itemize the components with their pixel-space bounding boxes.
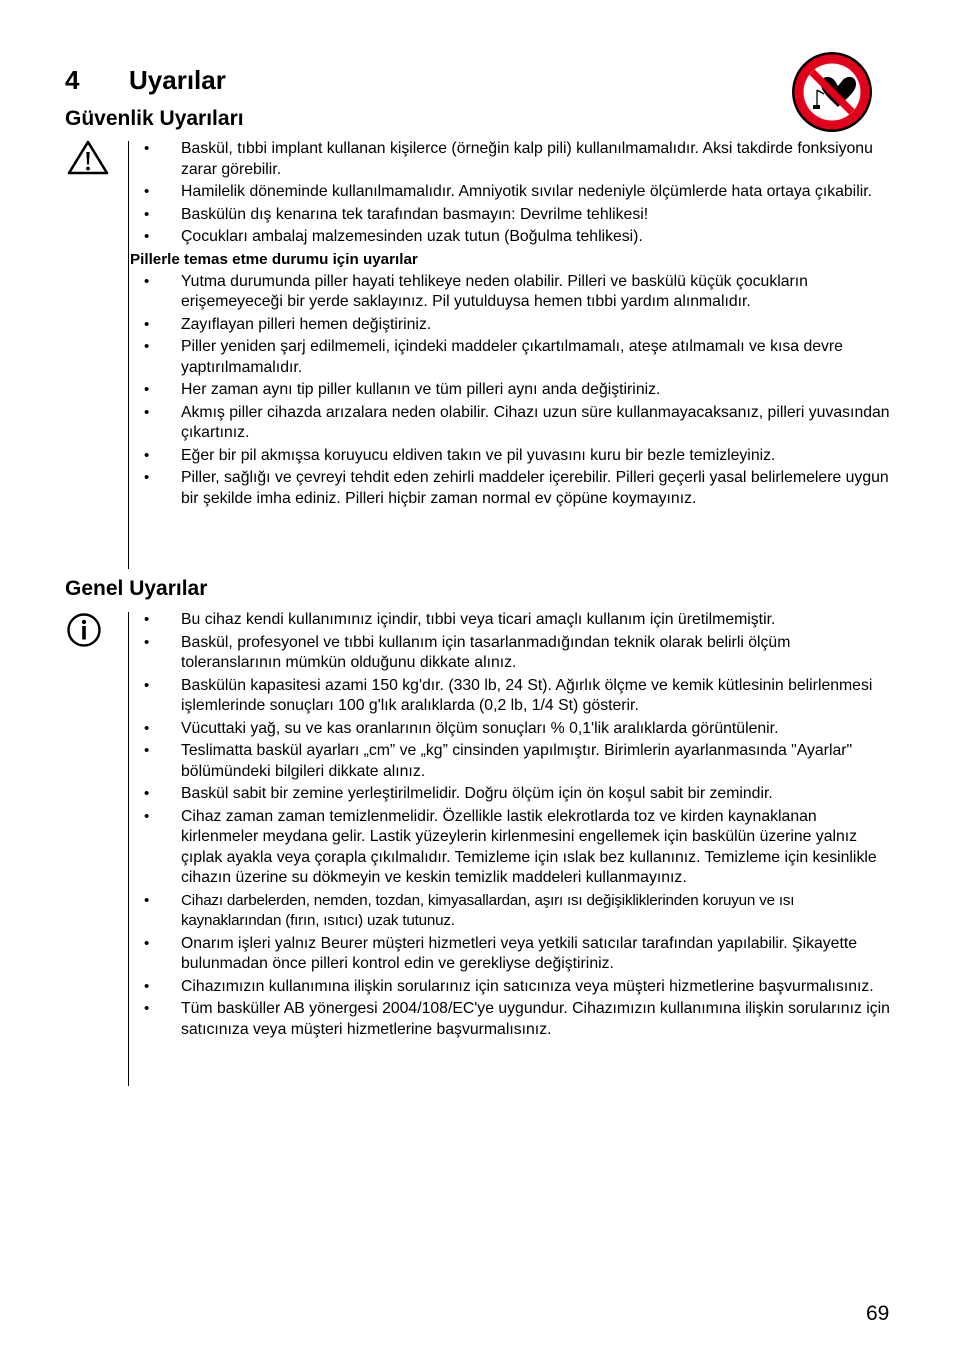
list-item: • Tüm basküller AB yönergesi 2004/108/EC'ye uygundur. Cihazımızın kullanımına ilişkin sorularınız için satıcınıza veya müşteri hizmetlerine başvurmalısınız. [130,999,890,1040]
general-margin-rule [128,612,129,1086]
list-item: • Bu cihaz kendi kullanımınız içindir, tıbbi veya ticari amaçlı kullanım için üretilmemiştir. [130,610,890,631]
section-heading [65,64,226,96]
general-section [130,610,890,1042]
battery-subheading: Pillerle temas etme durumu için uyarılar [130,250,418,268]
safety-heading: Güvenlik Uyarıları [65,107,244,130]
list-item: • Baskül sabit bir zemine yerleştirilmelidir. Doğru ölçüm için ön koşul sabit bir zemindir. [130,784,890,805]
safety-margin-rule [128,141,129,569]
no-pacemaker-icon [790,50,874,134]
warning-triangle-icon [66,139,110,177]
list-item: • Cihazımızın kullanımına ilişkin sorularınız için satıcınıza veya müşteri hizmetlerine başvurmalısınız. [130,977,890,998]
list-item: • Piller, sağlığı ve çevreyi tehdit eden zehirli maddeler içerebilir. Pilleri geçerli yasal belirlemelere uygun bir şekilde imha ediniz. Pilleri hiçbir zaman normal ev çöpüne koymayınız. [130,468,890,509]
list-item: • Çocukları ambalaj malzemesinden uzak tutun (Boğulma tehlikesi). [130,227,890,248]
list-item: • Akmış piller cihazda arızalara neden olabilir. Cihazı uzun süre kullanmayacaksanız, pilleri yuvasından çıkartınız. [130,403,890,444]
list-item: • Baskülün kapasitesi azami 150 kg'dır. (330 lb, 24 St). Ağırlık ölçme ve kemik kütlesinin belirlenmesi işlemlerinde sonuçları 100 g'lık aralıklarda (0,2 lb, 1/4 St) gösterir. [130,676,890,717]
list-item: • Teslimatta baskül ayarları „cm” ve „kg” cinsinden yapılmıştır. Birimlerin ayarlanmasında "Ayarlar" bölümündeki bilgileri dikkate alınız. [130,741,890,782]
section-number: 4 [65,65,80,95]
section-title: Uyarılar [129,65,226,95]
list-item: • Zayıflayan pilleri hemen değiştiriniz. [130,315,890,336]
list-item: • Cihazı darbelerden, nemden, tozdan, kimyasallardan, aşırı ısı değişikliklerinden koruyun ve ısı kaynaklarından (fırın, ısıtıcı) uzak tutunuz. [130,891,890,932]
list-item: • Cihaz zaman zaman temizlenmelidir. Özellikle lastik elekrotlarda toz ve kirden kaynaklanan kirlenmeler meydana gelir. Lastik yüzeylerin kirlenmesini engellemek için baskülün üzerine yalnız çıplak ayakla veya çorapla çıkılmalıdır. Temizleme için ıslak bez kullanınız. Temizleme için kesinlikle cihazın üzerine su dökmeyin ve keskin temizlik maddeleri kullanmayınız. [130,807,890,889]
safety-section [130,139,890,511]
battery-list [130,272,890,510]
info-icon [66,612,102,648]
list-item: • Baskül, tıbbi implant kullanan kişilerce (örneğin kalp pili) kullanılmamalıdır. Aksi takdirde fonksiyonu zarar görebilir. [130,139,890,180]
list-item: • Piller yeniden şarj edilmemeli, içindeki maddeler çıkartılmamalı, ateşe atılmamalı ve kısa devre yaptırılmamalıdır. [130,337,890,378]
list-item: • Baskülün dış kenarına tek tarafından basmayın: Devrilme tehlikesi! [130,205,890,226]
list-item: • Yutma durumunda piller hayati tehlikeye neden olabilir. Pilleri ve baskülü küçük çocukların erişemeyeceği bir yerde saklayınız. Pil yutulduysa hemen tıbbi yardım alınmalıdır. [130,272,890,313]
list-item: • Hamilelik döneminde kullanılmamalıdır. Amniyotik sıvılar nedeniyle ölçümlerde hata ortaya çıkabilir. [130,182,890,203]
list-item: • Baskül, profesyonel ve tıbbi kullanım için tasarlanmadığından teknik olarak belirli ölçüm toleranslarının mümkün olduğunu dikkate alınız. [130,633,890,674]
list-item: • Onarım işleri yalnız Beurer müşteri hizmetleri veya yetkili satıcılar tarafından yapılabilir. Şikayette bulunmadan önce pilleri kontrol edin ve gerekliyse değiştiriniz. [130,934,890,975]
safety-list [130,139,890,248]
page-number: 69 [866,1302,890,1325]
general-list [130,610,890,1040]
list-item: • Eğer bir pil akmışsa koruyucu eldiven takın ve pil yuvasını kuru bir bezle temizleyiniz. [130,446,890,467]
list-item: • Her zaman aynı tip piller kullanın ve tüm pilleri aynı anda değiştiriniz. [130,380,890,401]
general-heading: Genel Uyarılar [65,577,208,600]
list-item: • Vücuttaki yağ, su ve kas oranlarının ölçüm sonuçları % 0,1'lik aralıklarda görüntülenir. [130,719,890,740]
